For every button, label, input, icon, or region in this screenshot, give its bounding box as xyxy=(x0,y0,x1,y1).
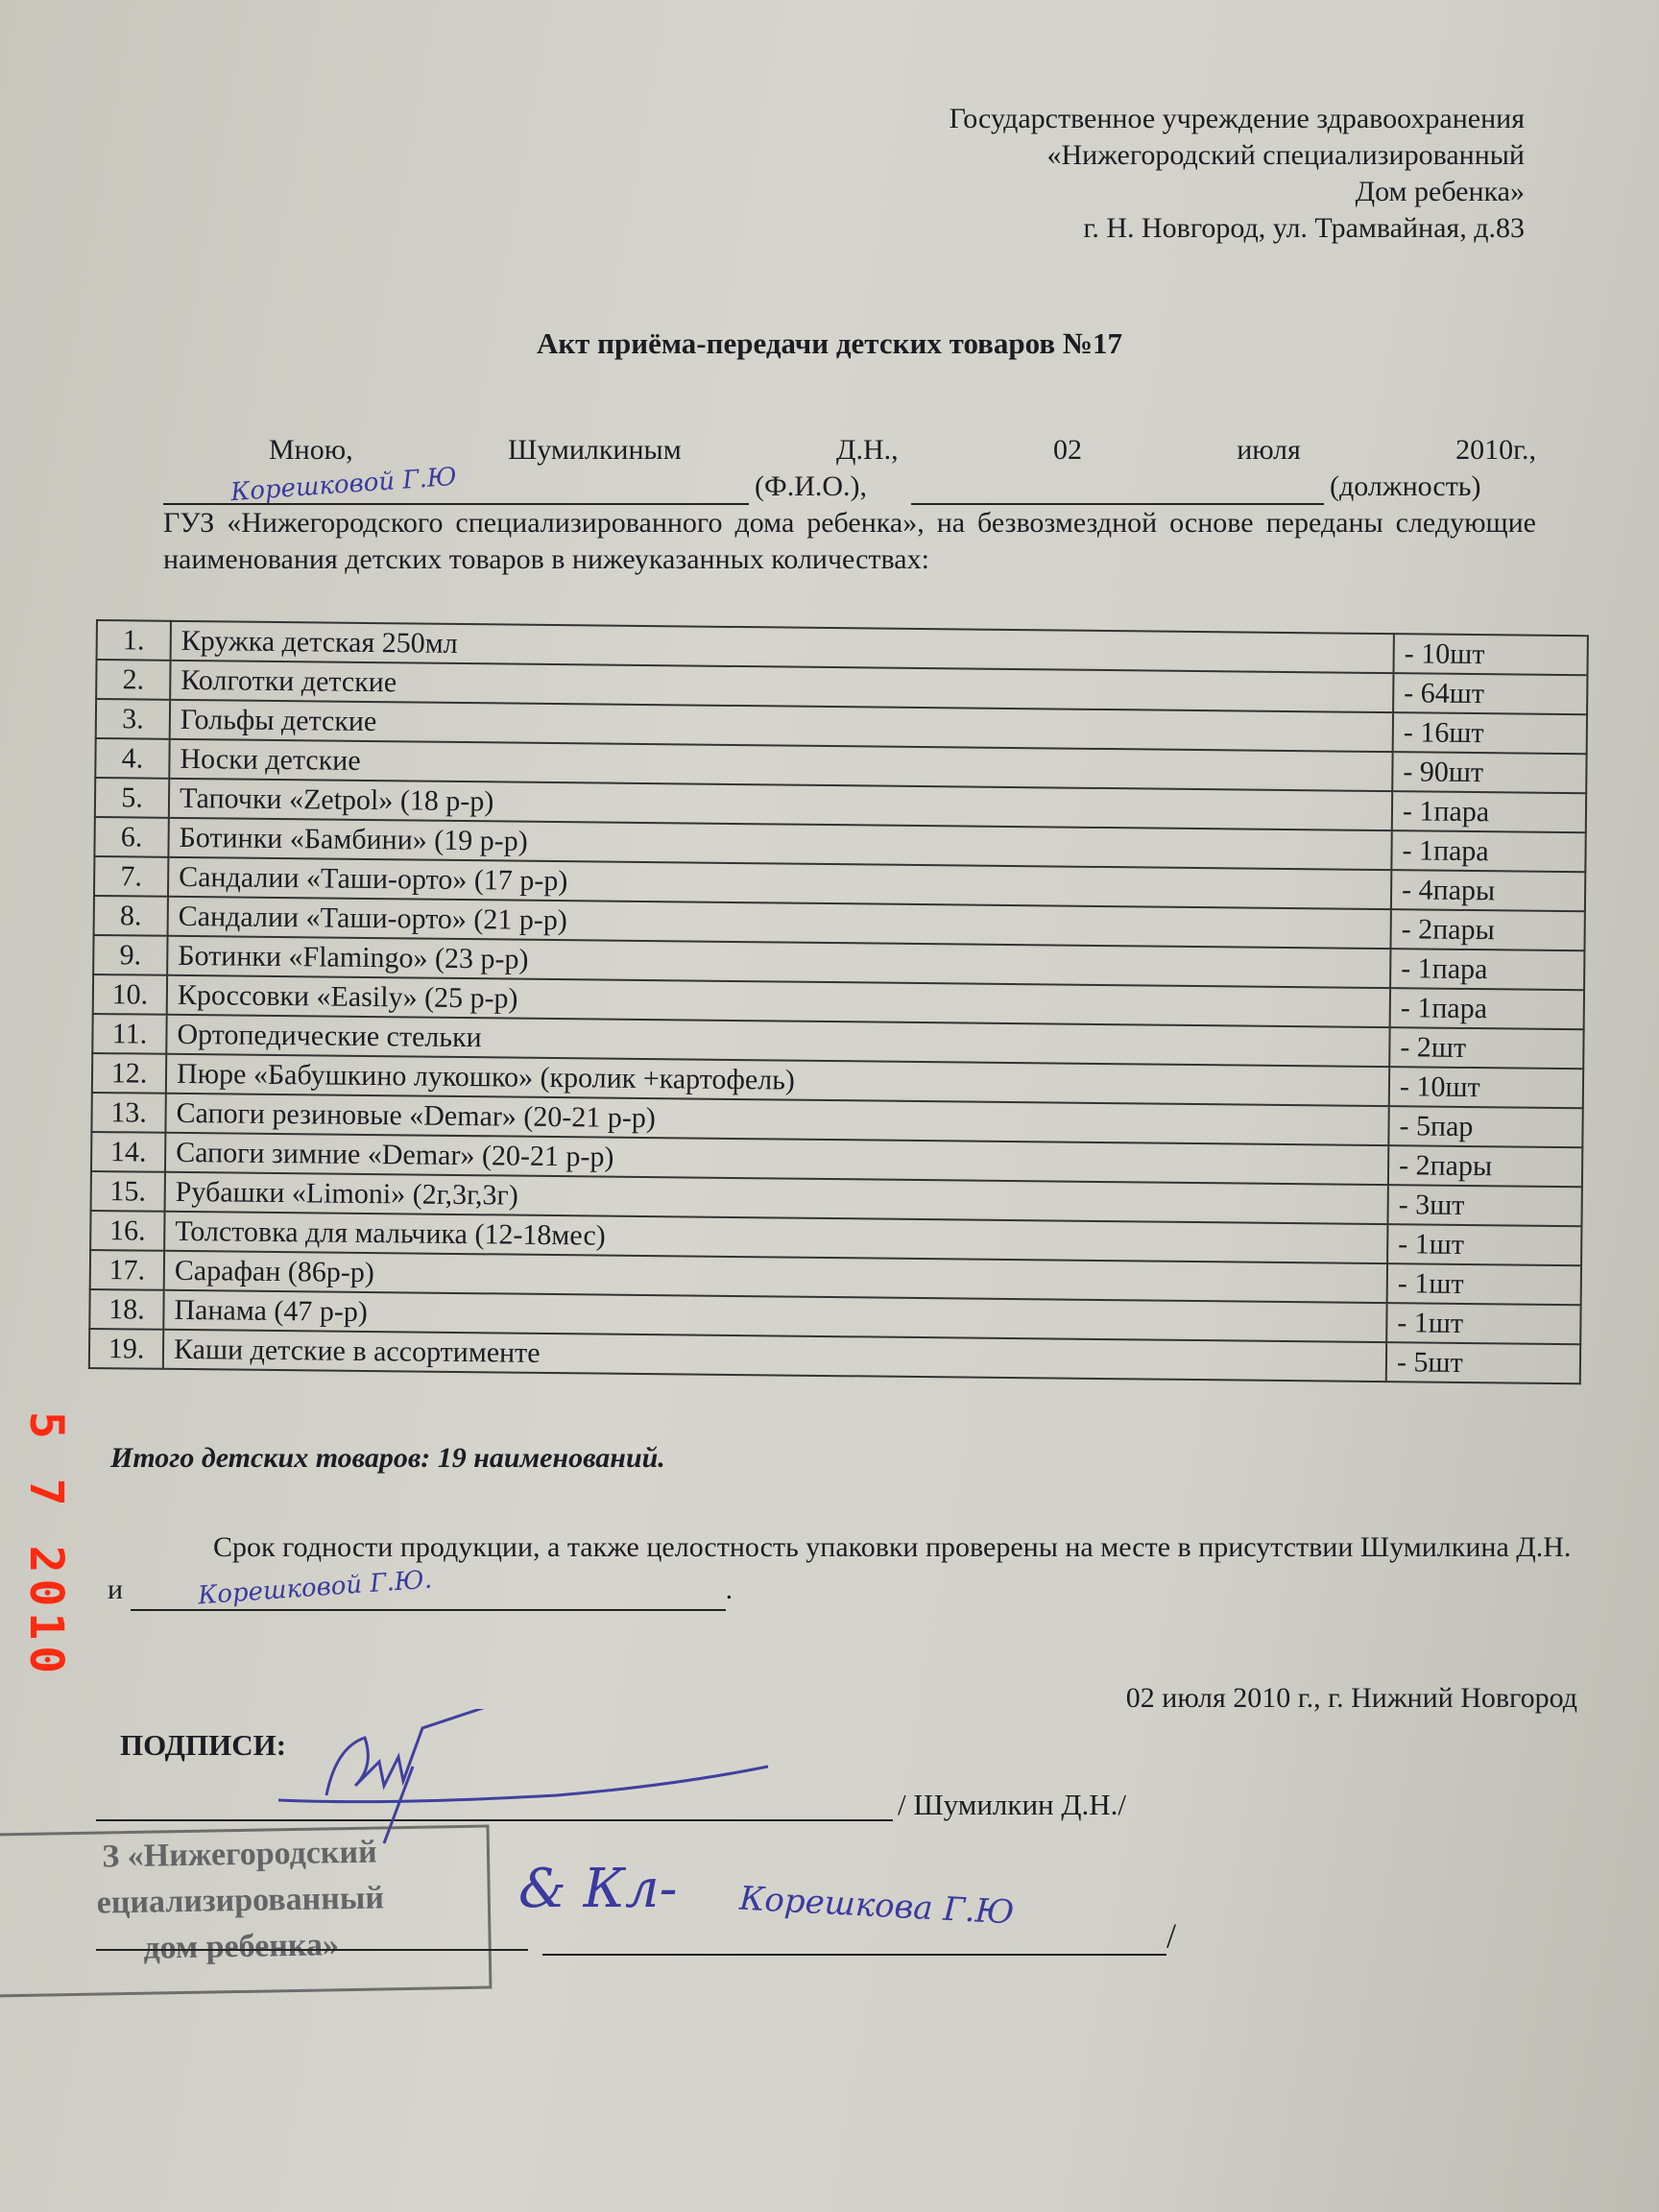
intro-word: Мною, xyxy=(269,434,353,466)
check-text: Срок годности продукции, а также целостность упаковки проверены на месте в присутствии Шумилкина Д.Н. и xyxy=(108,1531,1572,1605)
item-quantity: - 10шт xyxy=(1389,1067,1583,1108)
item-name: Сандалии «Таши-орто» (17 р-р) xyxy=(168,857,1391,909)
item-name: Колготки детские xyxy=(170,661,1393,712)
signature-2-end: / xyxy=(1166,1916,1177,1955)
position-label: (должность) xyxy=(1330,470,1481,502)
signature-line-2a xyxy=(96,1949,528,1951)
intro-paragraph xyxy=(163,432,1536,578)
item-number: 1. xyxy=(97,620,171,661)
intro-text: ГУЗ «Нижегородского специализированного дома ребенка», на безвозмездной основе переданы следующие наименования детских товаров в нижеуказанных количествах: xyxy=(163,507,1536,575)
item-quantity: - 1пара xyxy=(1390,949,1584,990)
item-quantity: - 90шт xyxy=(1392,752,1586,793)
item-name: Каши детские в ассортименте xyxy=(163,1330,1386,1382)
item-number: 16. xyxy=(90,1211,164,1251)
item-name: Кроссовки «Easily» (25 р-р) xyxy=(167,975,1390,1027)
item-number: 15. xyxy=(91,1171,165,1212)
item-number: 4. xyxy=(95,738,169,779)
item-quantity: - 5шт xyxy=(1386,1342,1580,1383)
item-quantity: - 2шт xyxy=(1389,1027,1583,1069)
fio-label: (Ф.И.О.), xyxy=(755,470,868,502)
item-quantity: - 1пара xyxy=(1390,988,1584,1029)
institution-header xyxy=(950,101,1525,247)
item-quantity: - 1шт xyxy=(1387,1263,1581,1305)
item-number: 2. xyxy=(96,660,170,700)
check-end: . xyxy=(725,1574,733,1605)
photo-date-stamp: 5 7 2010 xyxy=(19,1411,73,1680)
item-number: 14. xyxy=(91,1132,165,1172)
item-quantity: - 3шт xyxy=(1387,1185,1581,1226)
item-number: 3. xyxy=(96,699,170,739)
signatures-heading: ПОДПИСИ: xyxy=(120,1728,287,1762)
intro-word: июля xyxy=(1237,434,1301,466)
item-number: 11. xyxy=(92,1014,166,1054)
intro-line-2 xyxy=(163,462,1536,508)
intro-word: Д.Н., xyxy=(835,434,899,466)
institution-stamp xyxy=(0,1824,492,1997)
item-name: Сарафан (86р-р) xyxy=(164,1251,1387,1303)
witness-field xyxy=(131,1565,726,1611)
total-line: Итого детских товаров: 19 наименований. xyxy=(110,1442,665,1474)
header-address: г. Н. Новгород, ул. Трамвайная, д.83 xyxy=(1083,212,1525,244)
item-name: Тапочки «Zetpol» (18 р-р) xyxy=(169,779,1392,830)
item-name: Рубашки «Limoni» (2г,3г,3г) xyxy=(165,1172,1388,1224)
item-quantity: - 1пара xyxy=(1392,791,1586,832)
item-name: Толстовка для мальчика (12-18мес) xyxy=(164,1212,1387,1263)
fio-field xyxy=(163,462,749,508)
item-name: Ботинки «Бамбини» (19 р-р) xyxy=(168,818,1391,870)
item-number: 12. xyxy=(92,1053,166,1094)
handwritten-witness: Корешковой Г.Ю. xyxy=(196,1565,433,1611)
item-number: 7. xyxy=(94,856,168,897)
item-name: Сандалии «Таши-орто» (21 р-р) xyxy=(168,897,1391,949)
item-number: 19. xyxy=(89,1329,163,1369)
item-quantity: - 1пара xyxy=(1391,830,1585,872)
signature-mark: & Кл- xyxy=(518,1858,678,1920)
intro-line-1 xyxy=(163,432,1536,469)
document-title: Акт приёма-передачи детских товаров №17 xyxy=(536,326,1123,360)
item-number: 17. xyxy=(90,1250,164,1290)
item-name: Пюре «Бабушкино лукошко» (кролик +картофель) xyxy=(166,1054,1389,1106)
item-number: 8. xyxy=(94,896,168,936)
item-name: Носки детские xyxy=(169,739,1392,791)
item-name: Панама (47 р-р) xyxy=(163,1290,1386,1342)
stamp-line: З «Нижегородский xyxy=(101,1834,377,1875)
item-number: 18. xyxy=(89,1289,163,1330)
signature-1-name: / Шумилкин Д.Н./ xyxy=(898,1788,1127,1821)
item-number: 6. xyxy=(94,817,168,857)
intro-word: 2010г., xyxy=(1455,434,1536,466)
item-name: Кружка детская 250мл xyxy=(171,621,1394,673)
item-name: Гольфы детские xyxy=(170,700,1393,752)
header-line: Дом ребенка» xyxy=(1355,176,1525,207)
place-date: 02 июля 2010 г., г. Нижний Новгород xyxy=(1125,1682,1577,1714)
item-quantity: - 1шт xyxy=(1387,1224,1581,1265)
item-number: 5. xyxy=(95,778,169,818)
header-line: «Нижегородский специализированный xyxy=(1046,139,1525,171)
position-field xyxy=(911,474,1324,505)
item-quantity: - 2пары xyxy=(1390,909,1584,950)
item-name: Сапоги резиновые «Demar» (20-21 р-р) xyxy=(165,1094,1388,1145)
stamp-line: ециализированный xyxy=(96,1880,385,1921)
item-quantity: - 1шт xyxy=(1386,1303,1580,1344)
handwritten-name: Корешковой Г.Ю xyxy=(229,462,458,508)
items-table xyxy=(88,619,1589,1384)
intro-word: 02 xyxy=(1052,434,1082,466)
header-line: Государственное учреждение здравоохранения xyxy=(949,103,1525,134)
item-name: Ортопедические стельки xyxy=(166,1015,1389,1067)
item-quantity: - 64шт xyxy=(1393,673,1587,714)
signature-line-2b xyxy=(542,1954,1166,1956)
item-quantity: - 16шт xyxy=(1393,712,1587,754)
check-paragraph xyxy=(108,1527,1576,1611)
item-quantity: - 4пары xyxy=(1391,870,1585,911)
stamp-line: дом ребенка» xyxy=(143,1927,340,1966)
intro-word: Шумилкиным xyxy=(507,434,682,466)
item-number: 10. xyxy=(93,974,167,1015)
item-name: Ботинки «Flamingo» (23 р-р) xyxy=(167,936,1390,988)
item-quantity: - 10шт xyxy=(1393,634,1587,675)
signature-2-name: Корешкова Г.Ю xyxy=(738,1879,1016,1933)
item-quantity: - 2пары xyxy=(1388,1145,1582,1187)
item-name: Сапоги зимние «Demar» (20-21 р-р) xyxy=(165,1133,1388,1185)
item-number: 9. xyxy=(93,935,167,975)
item-number: 13. xyxy=(91,1093,165,1133)
item-quantity: - 5пар xyxy=(1388,1106,1582,1147)
